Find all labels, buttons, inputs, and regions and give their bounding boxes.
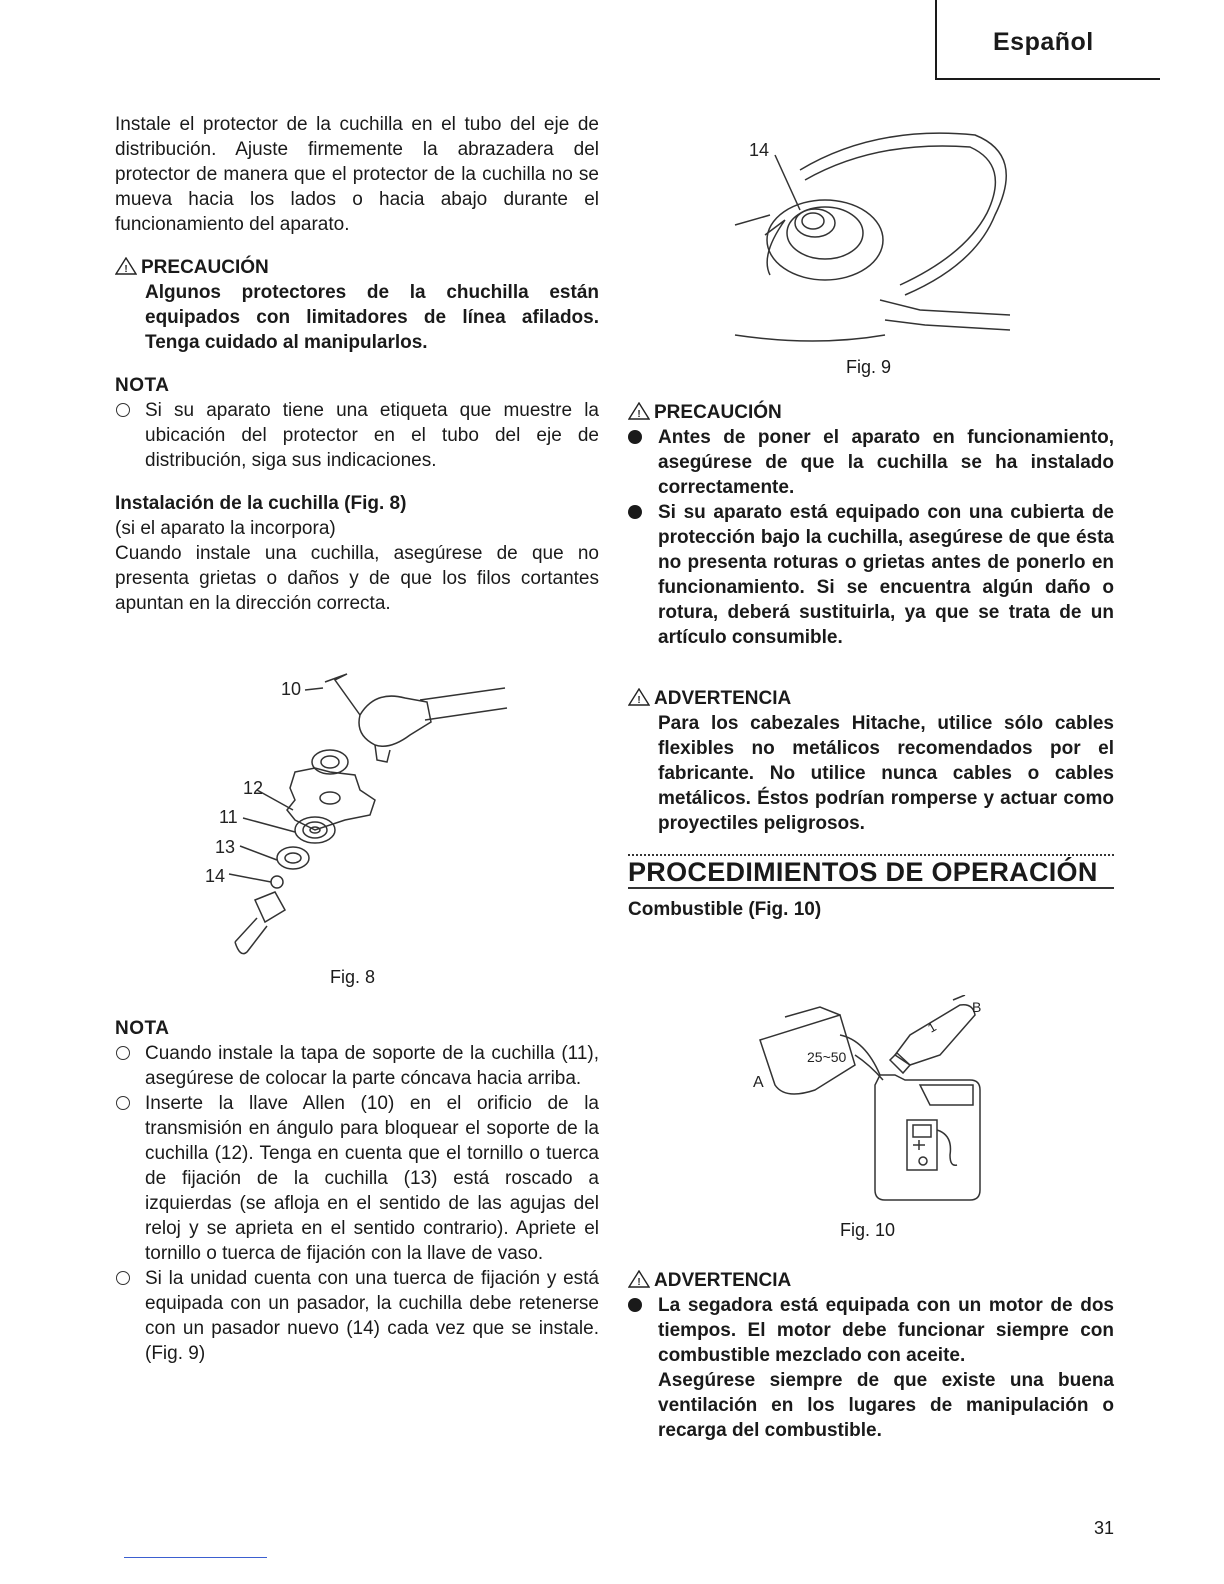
- blade-install-text: Cuando instale una cuchilla, asegúrese de que no presenta grietas o daños y de que los filos cortantes apuntan en la dirección correcta.: [115, 543, 599, 614]
- note-item: Si su aparato tiene una etiqueta que muestre la ubicación del protector en el tubo del eje de distribución, siga sus indicaciones.: [115, 398, 599, 473]
- figure-10-diagram: [745, 995, 990, 1205]
- fig10-bottle-label: 1: [925, 1018, 939, 1036]
- note-item: Si la unidad cuenta con una tuerca de fijación y está equipada con un pasador, la cuchilla debe retenerse con un pasador nuevo (14) cada vez que se instale. (Fig. 9): [115, 1266, 599, 1366]
- note-list: [115, 398, 599, 473]
- warning-title: ADVERTENCIA: [654, 1270, 792, 1291]
- fig9-label-14: 14: [749, 140, 770, 160]
- warning-block-1: [628, 686, 1114, 836]
- caution-item: Antes de poner el aparato en funcionamiento, asegúrese de que la cuchilla se ha instalado correctamente.: [628, 425, 1114, 500]
- figure-10-caption: Fig. 10: [840, 1220, 896, 1240]
- language-label: Español: [993, 28, 1094, 56]
- warning-list: [628, 1293, 1114, 1368]
- warning-triangle-icon: [628, 688, 650, 706]
- blade-guard-drawing: [725, 125, 1025, 350]
- footer-rule: [124, 1557, 267, 1558]
- caution-item: Si su aparato está equipado con una cubierta de protección bajo la cuchilla, asegúrese de que ésta no presenta roturas o grietas antes de ponerlo en funcionamiento. Si se encuentra algún daño o rotura, deberá sustituirla, ya que se trata de un artículo consumible.: [628, 500, 1114, 650]
- warning-item: La segadora está equipada con un motor de dos tiempos. El motor debe funcionar siempre con combustible mezclado con aceite.: [628, 1293, 1114, 1368]
- figure-9-caption: Fig. 9: [846, 357, 892, 377]
- fig8-label-13: 13: [215, 837, 236, 857]
- blade-install-section: [115, 491, 599, 616]
- caution-heading: [115, 255, 599, 280]
- note-heading: NOTA: [115, 1018, 170, 1039]
- caution-heading: [628, 400, 1114, 425]
- warning-triangle-icon: [628, 402, 650, 420]
- svg-text:!: !: [637, 409, 641, 420]
- intro-paragraph: Instale el protector de la cuchilla en el tubo del eje de distribución. Ajuste firmemente la abrazadera del protector de manera que el protector de la cuchilla no se mueva hacia los lados o hacia abajo durante el funcionamiento del aparato.: [115, 114, 599, 235]
- fig10-label-b: B: [972, 999, 982, 1015]
- figure-9-diagram: [725, 125, 1025, 350]
- page-number: 31: [1094, 1518, 1115, 1538]
- warning-title: ADVERTENCIA: [654, 688, 792, 709]
- svg-text:!: !: [637, 695, 641, 706]
- note-heading: NOTA: [115, 375, 170, 396]
- caution-block-2: [628, 400, 1114, 650]
- warning-text: Para los cabezales Hitache, utilice sólo cables flexibles no metálicos recomendados por el fabricante. No utilice nunca cables o cables metálicos. Éstos podrían romperse y actuar como proyectiles peligrosos.: [658, 713, 1114, 834]
- caution-text: Algunos protectores de la chuchilla están equipados con limitadores de línea afilados. Tenga cuidado al manipularlos.: [145, 282, 599, 353]
- note-list: [115, 1041, 599, 1366]
- circle-bullet-icon: [116, 1271, 130, 1285]
- fuel-mixing-drawing: [745, 995, 990, 1205]
- fuel-subtitle: Combustible (Fig. 10): [628, 899, 822, 920]
- warning-triangle-icon: [628, 1270, 650, 1288]
- right-column: [628, 400, 1114, 922]
- note-block-1: [115, 373, 599, 473]
- note-item: Inserte la llave Allen (10) en el orificio de la transmisión en ángulo para bloquear el soporte de la cuchilla (12). Tenga en cuenta que el tornillo o tuerca de fijación de la cuchilla (13) está roscado a izquierdas (se afloja en el sentido de las agujas del reloj y se aprieta en el sentido contrario). Apriete el tornillo o tuerca de fijación con la llave de vaso.: [115, 1091, 599, 1266]
- figure-8-diagram: [195, 660, 525, 970]
- warning-block-2: [628, 1268, 1114, 1443]
- warning-extra-text: Asegúrese siempre de que existe una buena ventilación en los lugares de manipulación o recarga del combustible.: [658, 1370, 1114, 1441]
- section-title: PROCEDIMIENTOS DE OPERACIÓN: [628, 854, 1114, 889]
- fig8-label-12: 12: [243, 778, 264, 798]
- fig10-label-a: A: [753, 1074, 764, 1091]
- warning-triangle-icon: [115, 257, 137, 275]
- circle-bullet-icon: [116, 403, 130, 417]
- fig8-label-11: 11: [219, 807, 238, 827]
- caution-list: [628, 425, 1114, 650]
- warning-heading: [628, 1268, 1114, 1293]
- caution-block-1: [115, 255, 599, 355]
- svg-text:!: !: [637, 1277, 641, 1288]
- blade-install-title: Instalación de la cuchilla (Fig. 8): [115, 493, 407, 514]
- filled-bullet-icon: [628, 505, 642, 519]
- figure-8-caption: Fig. 8: [330, 967, 376, 987]
- note-block-2: [115, 1016, 599, 1366]
- warning-heading: [628, 686, 1114, 711]
- svg-text:!: !: [124, 264, 128, 275]
- note-item: Cuando instale la tapa de soporte de la cuchilla (11), asegúrese de colocar la parte cóncava hacia arriba.: [115, 1041, 599, 1091]
- circle-bullet-icon: [116, 1046, 130, 1060]
- caution-title: PRECAUCIÓN: [141, 257, 269, 278]
- left-column: [115, 112, 599, 616]
- filled-bullet-icon: [628, 430, 642, 444]
- blade-install-subtitle: (si el aparato la incorpora): [115, 518, 336, 539]
- circle-bullet-icon: [116, 1096, 130, 1110]
- fig8-label-10: 10: [281, 679, 302, 699]
- caution-title: PRECAUCIÓN: [654, 402, 782, 423]
- fig10-ratio-label: 25~50: [807, 1049, 847, 1065]
- filled-bullet-icon: [628, 1298, 642, 1312]
- fig8-label-14: 14: [205, 866, 226, 886]
- blade-assembly-drawing: [195, 660, 525, 970]
